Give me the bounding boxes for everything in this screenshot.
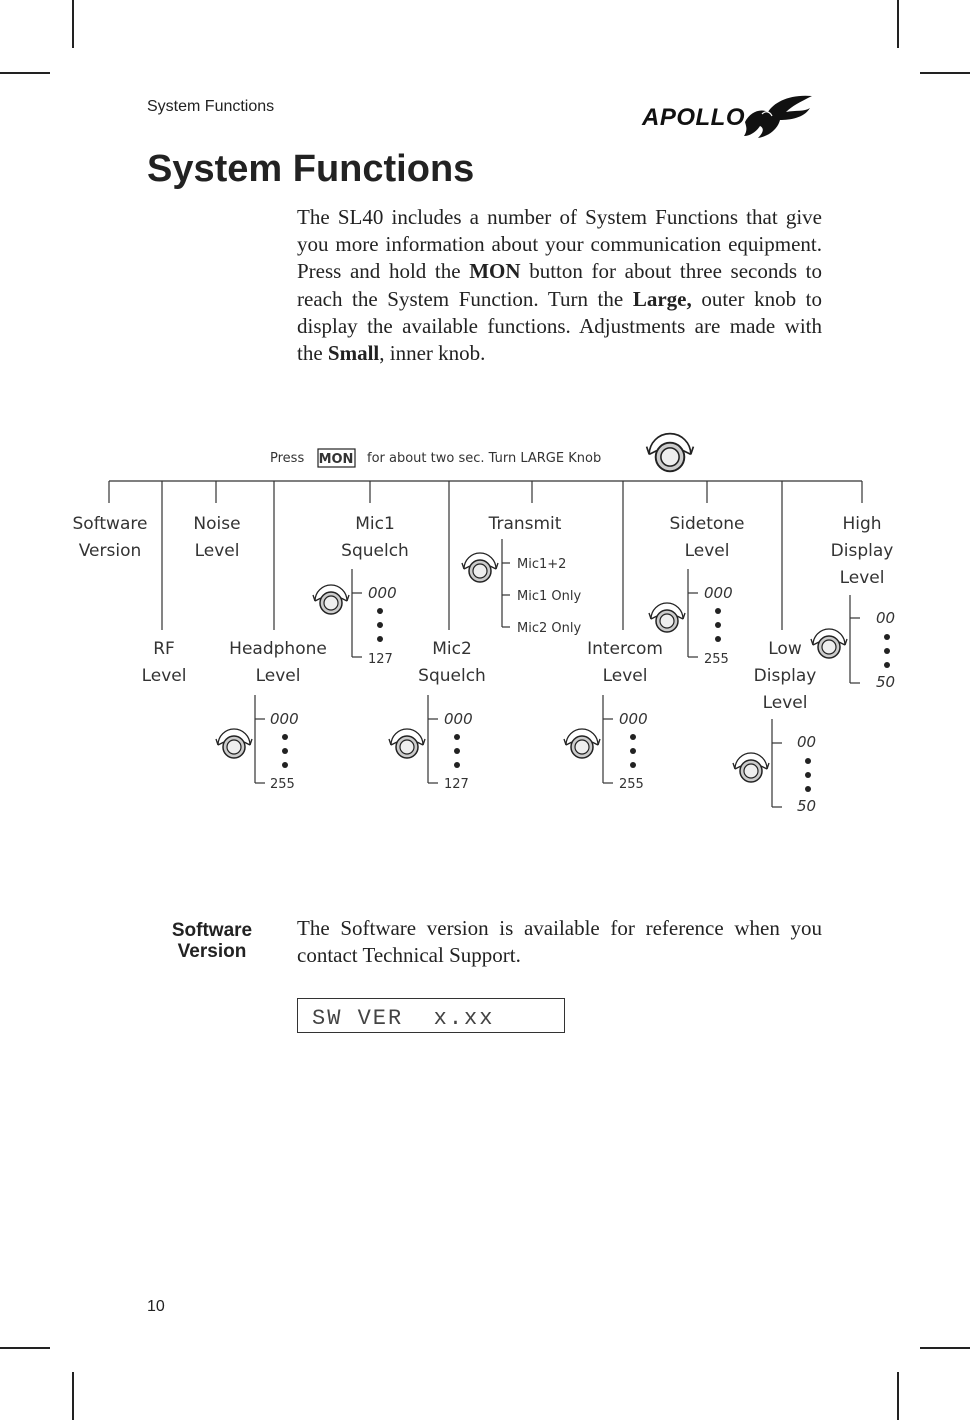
intercom-level-label: Level xyxy=(602,666,648,686)
small-knob-icon xyxy=(216,729,252,758)
instruction-text: for about two sec. Turn LARGE Knob xyxy=(367,451,602,466)
intercom-level-label: Intercom xyxy=(587,639,663,659)
crop-mark xyxy=(72,1372,74,1420)
transmit-option: Mic2 Only xyxy=(517,621,582,636)
mic2-squelch-label: Mic2 xyxy=(432,639,472,659)
crop-mark xyxy=(72,0,74,48)
range-min: 000 xyxy=(619,710,648,728)
sidetone-level-label: Sidetone xyxy=(669,514,745,534)
crop-mark xyxy=(897,0,899,48)
large-knob-icon xyxy=(647,434,694,472)
range-min: 000 xyxy=(368,584,397,602)
small-knob-icon xyxy=(389,729,425,758)
press-label: Press xyxy=(270,451,305,466)
range-min: 00 xyxy=(876,609,896,627)
page-title: System Functions xyxy=(147,148,475,190)
pegasus-icon xyxy=(640,90,815,146)
intro-text: outer knob to display the available functions. Adjustments are made with the xyxy=(297,286,823,366)
low-display-level-label: Low xyxy=(768,639,802,659)
small-knob-icon xyxy=(649,603,685,632)
apollo-logo xyxy=(640,90,815,146)
intro-bold-small: Small xyxy=(327,341,380,366)
noise-level-label: Level xyxy=(194,541,240,561)
range-min: 00 xyxy=(797,733,817,751)
crop-mark xyxy=(920,1347,970,1349)
crop-mark xyxy=(920,72,970,74)
mic1-squelch-label: Squelch xyxy=(341,541,409,561)
range-max: 255 xyxy=(270,777,295,792)
high-display-level-label: High xyxy=(842,514,882,534)
transmit-option: Mic1 Only xyxy=(517,589,582,604)
rf-level-label: Level xyxy=(141,666,187,686)
heading-line: Software xyxy=(171,920,253,941)
intro-bold-large: Large, xyxy=(632,286,692,311)
transmit-option: Mic1+2 xyxy=(517,557,567,572)
headphone-level-label: Level xyxy=(255,666,301,686)
range-max: 127 xyxy=(444,777,469,792)
range-max: 50 xyxy=(876,673,896,691)
low-display-level-label: Display xyxy=(753,666,817,686)
mon-label: MON xyxy=(318,452,354,467)
high-display-level-label: Display xyxy=(830,541,894,561)
low-display-level-label: Level xyxy=(762,693,808,713)
software-version-label: Software xyxy=(72,514,148,534)
high-display-level-label: Level xyxy=(839,568,885,588)
range-max: 127 xyxy=(368,652,393,667)
transmit-label: Transmit xyxy=(488,514,562,534)
software-version-label: Version xyxy=(78,541,142,561)
range-max: 255 xyxy=(704,652,729,667)
system-functions-diagram xyxy=(0,425,970,825)
lcd-display-text: SW VER x.xx xyxy=(312,1006,495,1031)
mic2-squelch-label: Squelch xyxy=(418,666,486,686)
page-number: 10 xyxy=(147,1298,165,1315)
intro-text: The SL40 includes a number of System Functions that give you more information about your communication equipment. Press and hold the xyxy=(297,205,822,284)
intro-text: button for about three seconds to reach the System Function. Turn the xyxy=(297,259,822,311)
software-version-heading xyxy=(150,920,274,962)
intro-text: , inner knob. xyxy=(379,341,486,366)
range-min: 000 xyxy=(704,584,733,602)
software-version-text: The Software version is available for reference when you contact Technical Support. xyxy=(297,916,822,968)
range-max: 50 xyxy=(797,797,817,815)
small-knob-icon xyxy=(313,585,349,614)
range-min: 000 xyxy=(270,710,299,728)
intro-paragraph xyxy=(297,204,822,367)
rf-level-label: RF xyxy=(153,639,175,659)
small-knob-icon xyxy=(462,553,498,582)
intro-bold-mon: MON xyxy=(469,259,521,284)
range-min: 000 xyxy=(444,710,473,728)
crop-mark xyxy=(0,1347,50,1349)
small-knob-icon xyxy=(811,629,847,658)
noise-level-label: Noise xyxy=(193,514,241,534)
lcd-display xyxy=(297,998,565,1033)
small-knob-icon xyxy=(733,753,769,782)
small-knob-icon xyxy=(564,729,600,758)
running-header: System Functions xyxy=(147,98,275,115)
headphone-level-label: Headphone xyxy=(229,639,327,659)
mic1-squelch-label: Mic1 xyxy=(355,514,395,534)
sidetone-level-label: Level xyxy=(684,541,730,561)
range-max: 255 xyxy=(619,777,644,792)
crop-mark xyxy=(0,72,50,74)
logo-text: APOLLO xyxy=(642,104,745,131)
heading-line: Version xyxy=(177,941,247,962)
crop-mark xyxy=(897,1372,899,1420)
